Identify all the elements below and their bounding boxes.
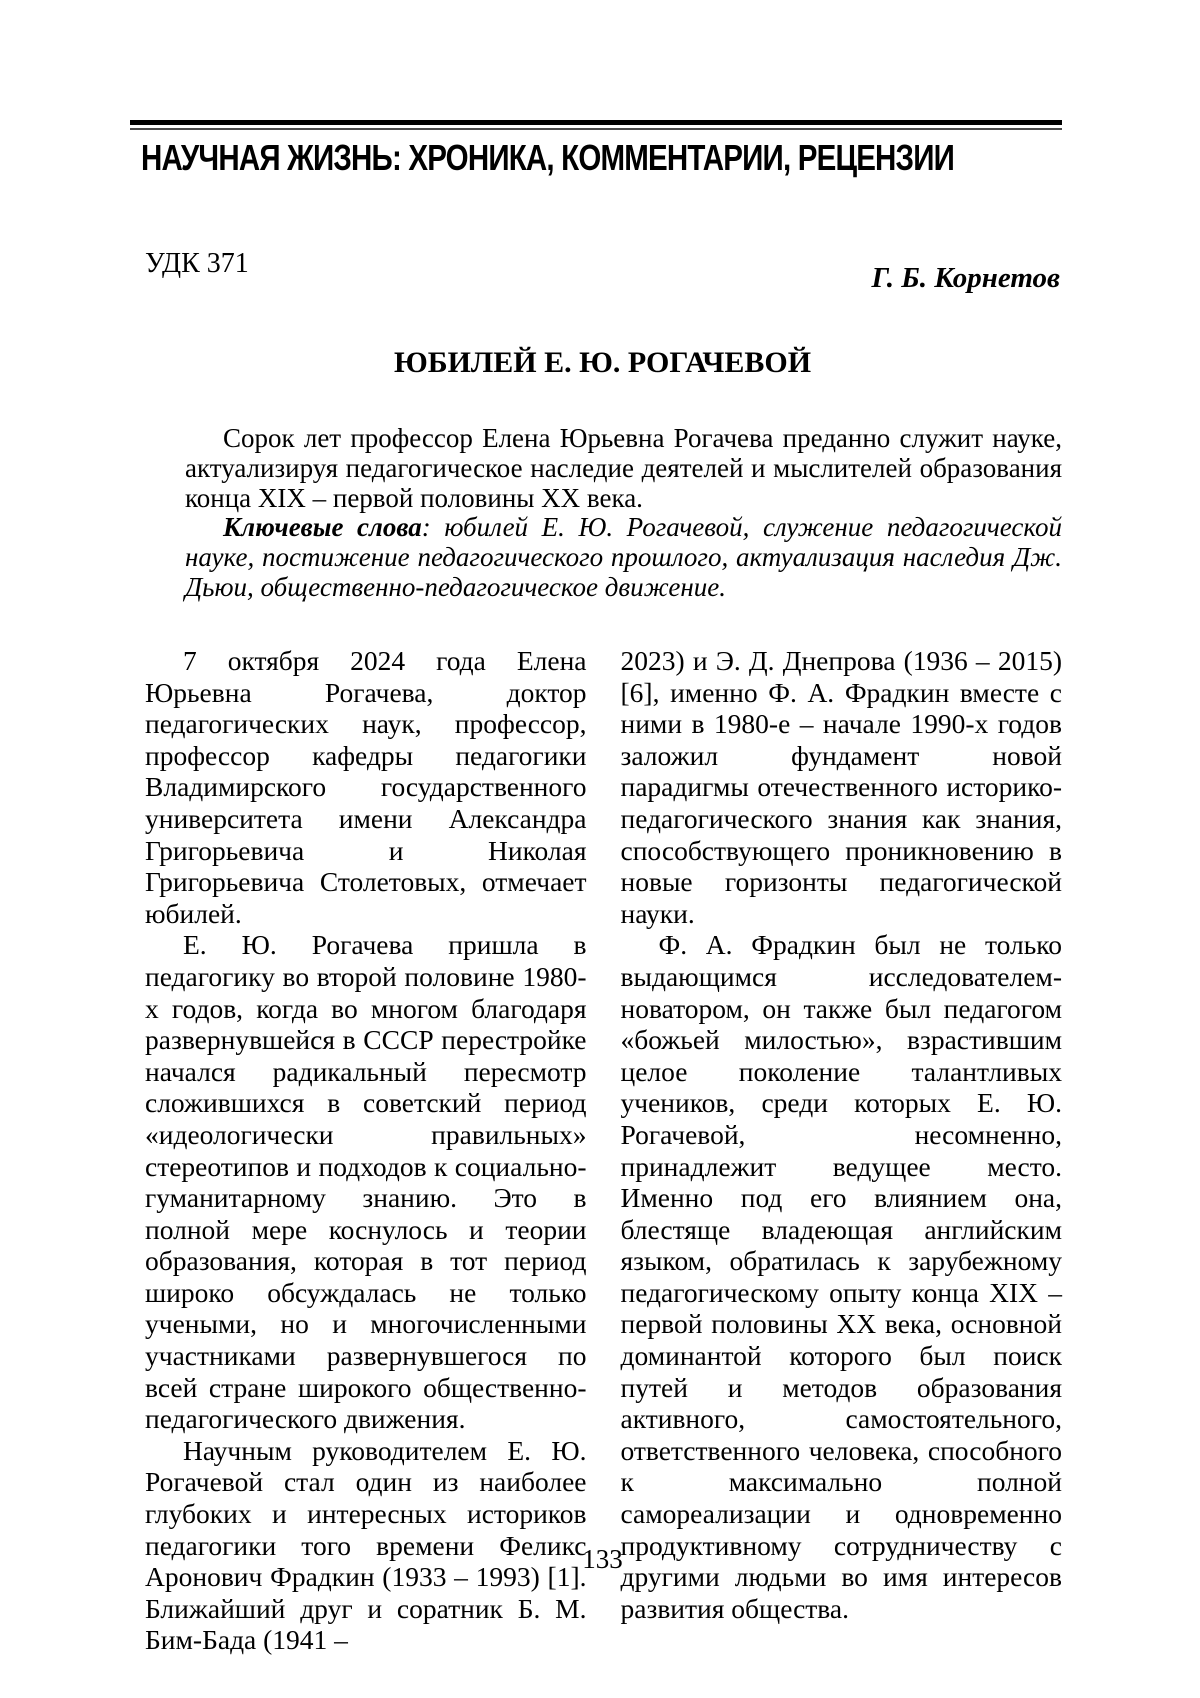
keywords-paragraph — [185, 513, 1062, 602]
left-column — [145, 645, 587, 1656]
abstract-text: Сорок лет профессор Елена Юрьевна Рогачева преданно служит науке, актуализируя педагогическое наследие деятелей и мыслителей образования конца XIX – первой половины XX века. — [185, 423, 1062, 513]
author-name: Г. Б. Корнетов — [871, 262, 1060, 294]
paragraph-continuation: 2023) и Э. Д. Днепрова (1936 – 2015) [6], именно Ф. А. Фрадкин вместе с ними в 1980-е – начале 1990-х годов заложил фундамент новой парадигмы отечественного историко-педагогического знания как знания, способствующего проникновению в новые горизонты педагогической науки. — [620, 645, 1062, 929]
header-rule-thick — [130, 120, 1062, 125]
udc-code: УДК 371 — [145, 248, 249, 279]
paragraph: Е. Ю. Рогачева пришла в педагогику во второй половине 1980-х годов, когда во многом благодаря развернувшейся в СССР перестройке начался радикальный пересмотр сложившихся в советский период «идеологически правильных» стереотипов и подходов к социально-гуманитарному знанию. Это в полной мере коснулось и теории образования, которая в тот период широко обсуждалась не только учеными, но и многочисленными участниками развернувшегося по всей стране широкого общественно-педагогического движения. — [145, 929, 587, 1435]
abstract-block — [185, 424, 1062, 603]
body-columns — [145, 645, 1062, 1656]
keywords-text: : юбилей Е. Ю. Рогачевой, служение педагогической науке, постижение педагогического прошлого, актуализация наследия Дж. Дьюи, общественно-педагогическое движение. — [185, 512, 1062, 602]
paragraph: 7 октября 2024 года Елена Юрьевна Рогачева, доктор педагогических наук, профессор, профессор кафедры педагогики Владимирского государственного университета имени Александра Григорьевича и Николая Григорьевича Столетовых, отмечает юбилей. — [145, 645, 587, 929]
header-rule-thin — [130, 128, 1062, 130]
section-header: НАУЧНАЯ ЖИЗНЬ: ХРОНИКА, КОММЕНТАРИИ, РЕЦЕНЗИИ — [141, 137, 955, 178]
article-title: ЮБИЛЕЙ Е. Ю. РОГАЧЕВОЙ — [393, 346, 812, 379]
paragraph: Ф. А. Фрадкин был не только выдающимся исследователем-новатором, он также был педагогом «божьей милостью», взрастившим целое поколение талантливых учеников, среди которых Е. Ю. Рогачевой, несомненно, принадлежит ведущее место. Именно под его влиянием она, блестяще владеющая английским языком, обратилась к зарубежному педагогическому опыту конца XIX – первой половины XX века, основной доминантой которого был поиск путей и методов образования активного, самостоятельного, ответственного человека, способного к максимально полной самореализации и одновременно продуктивному сотрудничеству с другими людьми во имя интересов развития общества. — [620, 929, 1062, 1624]
page-number: 133 — [582, 1544, 623, 1574]
keywords-label: Ключевые слова — [223, 512, 422, 543]
right-column — [621, 645, 1063, 1656]
paragraph: Научным руководителем Е. Ю. Рогачевой стал один из наиболее глубоких и интересных историков педагогики того времени Феликс Аронович Фрадкин (1933 – 1993) [1]. Ближайший друг и соратник Б. М. Бим-Бада (1941 – — [145, 1434, 587, 1656]
